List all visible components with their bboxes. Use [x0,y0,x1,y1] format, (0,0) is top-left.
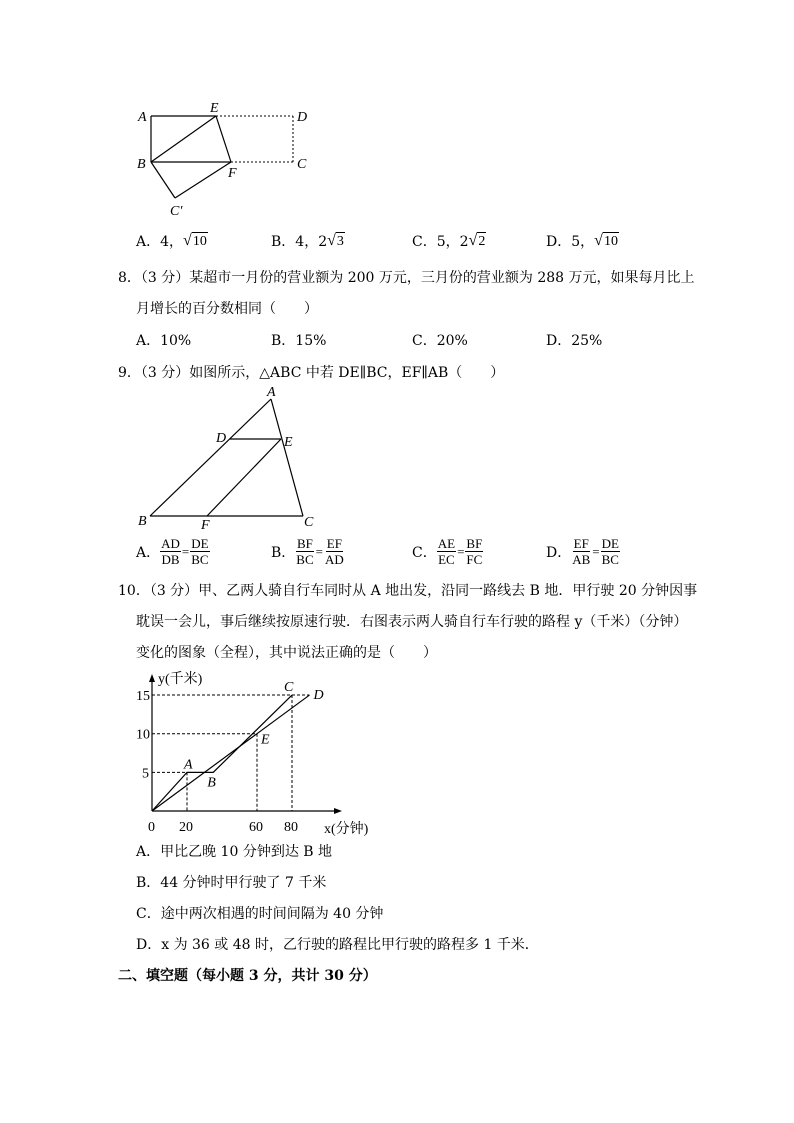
seg-EF [216,116,231,162]
seg-AB [150,399,271,516]
q10-stem-line2: 耽误一会儿，事后继续按原速行驶．右图表示两人骑自行车行驶的路程 y（千米）（分钟） [136,614,688,630]
point-label-C: C [284,680,294,696]
q9-figure [130,384,330,534]
label-A: A [267,385,276,400]
q10-stem-line1: 10．（3 分）甲、乙两人骑自行车同时从 A 地出发，沿同一路线去 B 地．甲行驶 20 分钟因事 [118,583,698,599]
label-E: E [210,101,219,116]
sqrt-symbol: √ 10 [594,232,618,249]
q7-figure [130,100,320,225]
label-D: D [297,110,308,125]
q10-option-a[interactable]: A．甲比乙晚 10 分钟到达 B 地 [136,844,333,860]
label-F: F [228,166,237,181]
label-F: F [201,518,210,533]
series-line-jia [152,695,292,811]
x-tick-0: 0 [148,820,155,835]
point-label-E: E [261,732,270,748]
x-tick-80: 80 [284,820,298,835]
q9-option-d[interactable]: D． $\frac{EF}{AB}$ = $\frac{DE}{BC}$ [546,536,619,567]
x-tick-20: 20 [179,820,193,835]
label-C: C [304,515,314,530]
label-E: E [284,435,293,450]
x-axis-label: x(分钟) [324,822,369,837]
q10-option-c[interactable]: C．途中两次相遇的时间间隔为 40 分钟 [136,906,384,922]
sqrt-symbol: √ 2 [468,232,486,249]
sqrt-symbol: √ 3 [327,232,344,249]
q8-option-b[interactable]: B．15% [271,333,327,349]
q10-stem-line3: 变化的图象（全程），其中说法正确的是（ ） [136,645,437,661]
y-axis-label: y(千米) [158,672,203,687]
section-2-heading: 二、填空题（每小题 3 分，共计 30 分） [118,968,377,984]
point-label-D: D [313,688,324,704]
q7-option-d[interactable]: D． 5， √ 10 [546,232,618,250]
seg-AC [271,399,303,516]
q9-stem: 9．（3 分）如图所示，△ABC 中若 DE∥BC，EF∥AB（ ） [118,365,505,381]
seg-CpF [175,162,231,198]
seg-BCp [151,162,175,198]
label-B: B [137,157,146,172]
q7-option-a[interactable]: A． 4， √ 10 [136,232,207,250]
sqrt-symbol: √ 10 [183,232,207,249]
q10-distance-time-chart [130,666,390,838]
point-label-A: A [184,757,193,773]
x-tick-60: 60 [249,820,263,835]
q7-option-c[interactable]: C． 5，2 √ 2 [412,232,486,250]
q9-option-b[interactable]: B． $\frac{BF}{BC}$ = $\frac{EF}{AD}$ [271,536,344,567]
q8-option-c[interactable]: C．20% [412,333,468,349]
y-tick-15: 15 [136,689,150,705]
seg-BE [151,116,216,162]
point-label-B: B [207,775,216,791]
q9-option-c[interactable]: C． $\frac{AE}{EC}$ = $\frac{BF}{FC}$ [412,536,483,567]
x-axis-arrow [334,808,342,814]
q8-option-a[interactable]: A．10% [136,333,192,349]
label-D: D [216,431,227,446]
label-A: A [138,110,147,125]
y-axis-arrow [149,674,155,682]
q8-option-d[interactable]: D．25% [546,333,603,349]
q8-stem-line2: 月增长的百分数相同（ ） [136,301,318,317]
q10-option-d[interactable]: D．x 为 36 或 48 时，乙行驶的路程比甲行驶的路程多 1 千米． [136,937,539,953]
y-tick-10: 10 [136,727,150,743]
series-line-yi [152,695,310,811]
q7-option-b[interactable]: B． 4，2 √ 3 [271,232,344,250]
label-B: B [138,514,147,529]
q10-option-b[interactable]: B．44 分钟时甲行驶了 7 千米 [136,875,327,891]
label-Cprime: C′ [170,204,183,219]
label-C: C [297,157,307,172]
q9-option-a[interactable]: A． $\frac{AD}{DB}$ = $\frac{DE}{BC}$ [136,536,209,567]
y-tick-5: 5 [142,766,149,782]
q8-stem-line1: 8．（3 分）某超市一月份的营业额为 200 万元，三月份的营业额为 288 万元，如果每月比上 [118,270,695,286]
